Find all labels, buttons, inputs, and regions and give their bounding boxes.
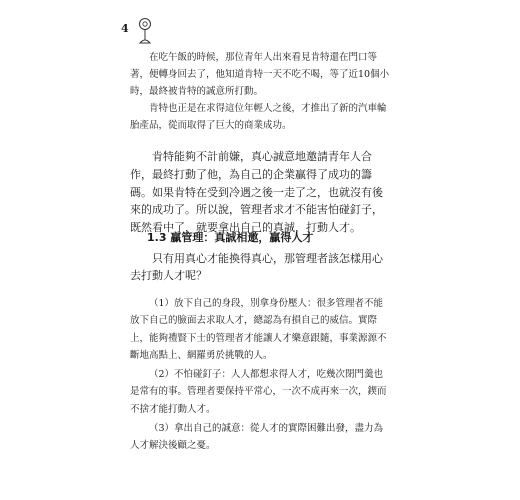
body-paragraph: 肯特能夠不計前嫌，真心誠意地邀請青年人合作，最終打動了他，為自己的企業贏得了成功的籌碼。如果肯特在受到冷遇之後一走了之，也就沒有後來的成功了。所以說，管理者求才不能害怕碰釘子，既然看中了，就要拿出自己的真誠，打動人才。: [130, 150, 383, 235]
body-text: [130, 148, 392, 237]
section-heading: 1.3 贏管理：真誠相邀，贏得人才: [147, 231, 314, 244]
tips-list: [130, 295, 392, 455]
list-item: （1）放下自己的身段，別拿身份壓人：很多管理者不能放下自己的臉面去求取人才，總認為有損自己的威信。實際上，能夠禮賢下士的管理者才能讓人才樂意跟隨，事業源源不斷地高點上、網羅勇於挑戰的人。: [130, 298, 387, 361]
quote-block: [130, 50, 392, 135]
lamp-icon: [137, 17, 153, 47]
quote-paragraph: 肯特也正是在求得這位年輕人之後，才推出了新的汽車輪胎產品，從而取得了巨大的商業成功。: [130, 103, 387, 132]
page-number: 4: [121, 22, 129, 35]
quote-paragraph: 在吃午飯的時候，那位青年人出來看見肯特還在門口等著，便轉身回去了，他知道肯特一天不吃不喝，等了近10個小時，最終被肯特的誠意所打動。: [130, 52, 390, 97]
section-intro: 只有用真心才能換得真心，那管理者該怎樣用心去打動人才呢？: [130, 252, 383, 282]
list-item: （2）不怕碰釘子：人人都想求得人才，吃幾次閉門羹也是常有的事。管理者要保持平常心，一次不成再來一次，鍥而不捨才能打動人才。: [130, 369, 387, 415]
list-item: （3）拿出自己的誠意：從人才的實際困難出發，盡力為人才解決後顧之憂。: [130, 423, 384, 452]
section-intro-block: [130, 250, 392, 284]
